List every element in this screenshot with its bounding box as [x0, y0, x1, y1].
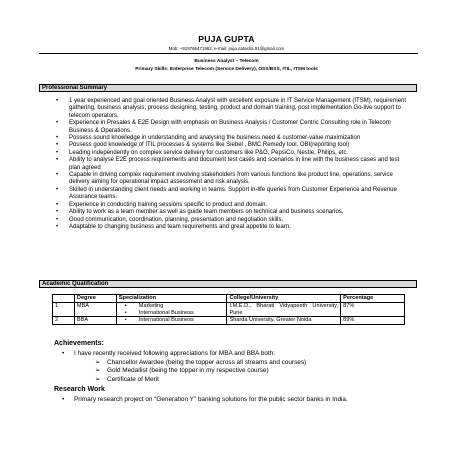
summary-item: • Experience in conducting training sessions specific to product and domain.	[56, 201, 268, 208]
arrow-bullet-icon: ➢	[95, 375, 101, 383]
college-cell: I.M.E.D., Bharati Vidyapeeth University, Pune	[227, 303, 341, 317]
bullet-icon: •	[56, 120, 59, 127]
list-item: • Primary research project on “Generation Y” banking solutions for the public sector banks in India.	[62, 396, 348, 403]
summary-heading: Professional Summary	[39, 84, 417, 92]
summary-item: • Good communication, coordination, planning, presentation and negotiation skills.	[56, 216, 284, 223]
summary-item: • 1 year experienced and goal oriented Business Analyst with excellent exposure in IT Service Management (ITSM), requirement gathering, business analysis, process designing, testing, product and domain training, post implementation Go-live support to telecom operators.	[56, 98, 407, 119]
bullet-icon: •	[124, 309, 127, 316]
bullet-icon: •	[56, 186, 59, 193]
specialization-item: • Marketing	[124, 303, 164, 309]
contact-line: Mob: +919766471982, e-mail: puja.natasha.91@gmail.com	[168, 46, 285, 51]
table-row	[53, 317, 405, 325]
list-item: ➢ Gold Medallist (being the topper in my respective course)	[95, 367, 269, 375]
header-divider	[39, 53, 418, 54]
qualification-table	[52, 294, 405, 325]
candidate-name: PUJA GUPTA	[198, 34, 255, 44]
research-list	[62, 396, 362, 404]
specialization-cell	[116, 303, 227, 317]
column-header: College/University	[227, 295, 341, 303]
qualification-heading: Academic Qualification	[39, 280, 417, 288]
college-cell: Sharda University, Greater Noida	[227, 317, 341, 325]
summary-item: • Skilled in understanding client needs and working in teams. Support in-life queries from Customer Experience and Revenue Assurance teams.	[56, 186, 397, 201]
column-header: Specialization	[116, 295, 227, 303]
achievements-heading: Achievements:	[54, 340, 104, 347]
percentage-cell: 87%	[341, 303, 405, 317]
summary-item: • Experience in Presales & E2E Design with emphasis on Business Analysis / Customer Centric Consulting role in Telecom Business & Operations.	[56, 120, 391, 134]
degree-cell: MBA	[74, 303, 116, 317]
bullet-icon: •	[56, 172, 59, 179]
bullet-icon: •	[62, 350, 65, 357]
bullet-icon: •	[56, 98, 59, 104]
row-number: 2	[53, 317, 75, 325]
primary-skills: Primary Skills: Enterprise Telecom (Service Delivery), OSS/BSS, ITIL, ITSM tools	[135, 67, 318, 72]
specialization-item: • International Business	[124, 309, 194, 316]
summary-item: • Adaptable to changing business and team requirements and great appetite to learn.	[56, 223, 291, 230]
role-title: Business Analyst – Telecom	[194, 59, 259, 64]
list-item: • I have recently received following appreciations for MBA and BBA both:	[62, 350, 276, 357]
row-number: 1	[53, 303, 75, 317]
summary-item: • Capable in driving complex requirement involving stakeholders from various functions like product line, operations, service delivery aiming for operational impact assessment and risk analysis.	[56, 172, 393, 186]
specialization-item: • International Business	[124, 317, 194, 324]
column-header: Percentage	[341, 295, 405, 303]
achievements-list	[95, 359, 415, 384]
bullet-icon: •	[124, 317, 127, 324]
bullet-icon: •	[62, 396, 65, 403]
list-item: ➢ Certificate of Merit	[95, 375, 159, 383]
arrow-bullet-icon: ➢	[95, 367, 101, 375]
bullet-icon: •	[56, 216, 59, 223]
research-heading: Research Work	[54, 386, 105, 393]
bullet-icon: •	[56, 135, 59, 142]
table-row	[53, 303, 405, 317]
bullet-icon: •	[56, 149, 59, 156]
degree-cell: BBA	[74, 317, 116, 325]
arrow-bullet-icon: ➢	[95, 359, 101, 366]
column-header: Degree	[74, 295, 116, 303]
summary-item: • Possess good knowledge of ITIL processes & systems like Siebel , BMC Remedy tool, OBI(reporting tool)	[56, 142, 350, 149]
bullet-icon: •	[56, 209, 59, 216]
summary-item: • Possess sound knowledge in understanding and analysing the business need & customer-value maximization	[56, 135, 361, 142]
bullet-icon: •	[56, 142, 59, 149]
summary-list	[56, 98, 412, 231]
specialization-cell	[116, 317, 227, 325]
summary-item: • Ability to analyse E2E process requirements and document test cases and scenarios in line with the business cases and test plan agreed	[56, 157, 400, 171]
summary-item: • Leading independently on complex service delivery for customers like P&G, PepsiCo, Nestle, Philips, etc.	[56, 149, 349, 156]
column-header	[53, 295, 75, 303]
list-item: ➢ Chancellor Awardee (being the topper across all streams and courses)	[95, 359, 307, 366]
bullet-icon: •	[124, 303, 127, 309]
bullet-icon: •	[56, 201, 59, 208]
table-header-row	[53, 295, 405, 303]
summary-item: • Ability to work as a team member as well as guide team members on technical and business scenarios.	[56, 209, 344, 216]
bullet-icon: •	[56, 157, 59, 164]
bullet-icon: •	[56, 223, 59, 230]
achievements-intro	[62, 350, 412, 358]
percentage-cell: 89%	[341, 317, 405, 325]
